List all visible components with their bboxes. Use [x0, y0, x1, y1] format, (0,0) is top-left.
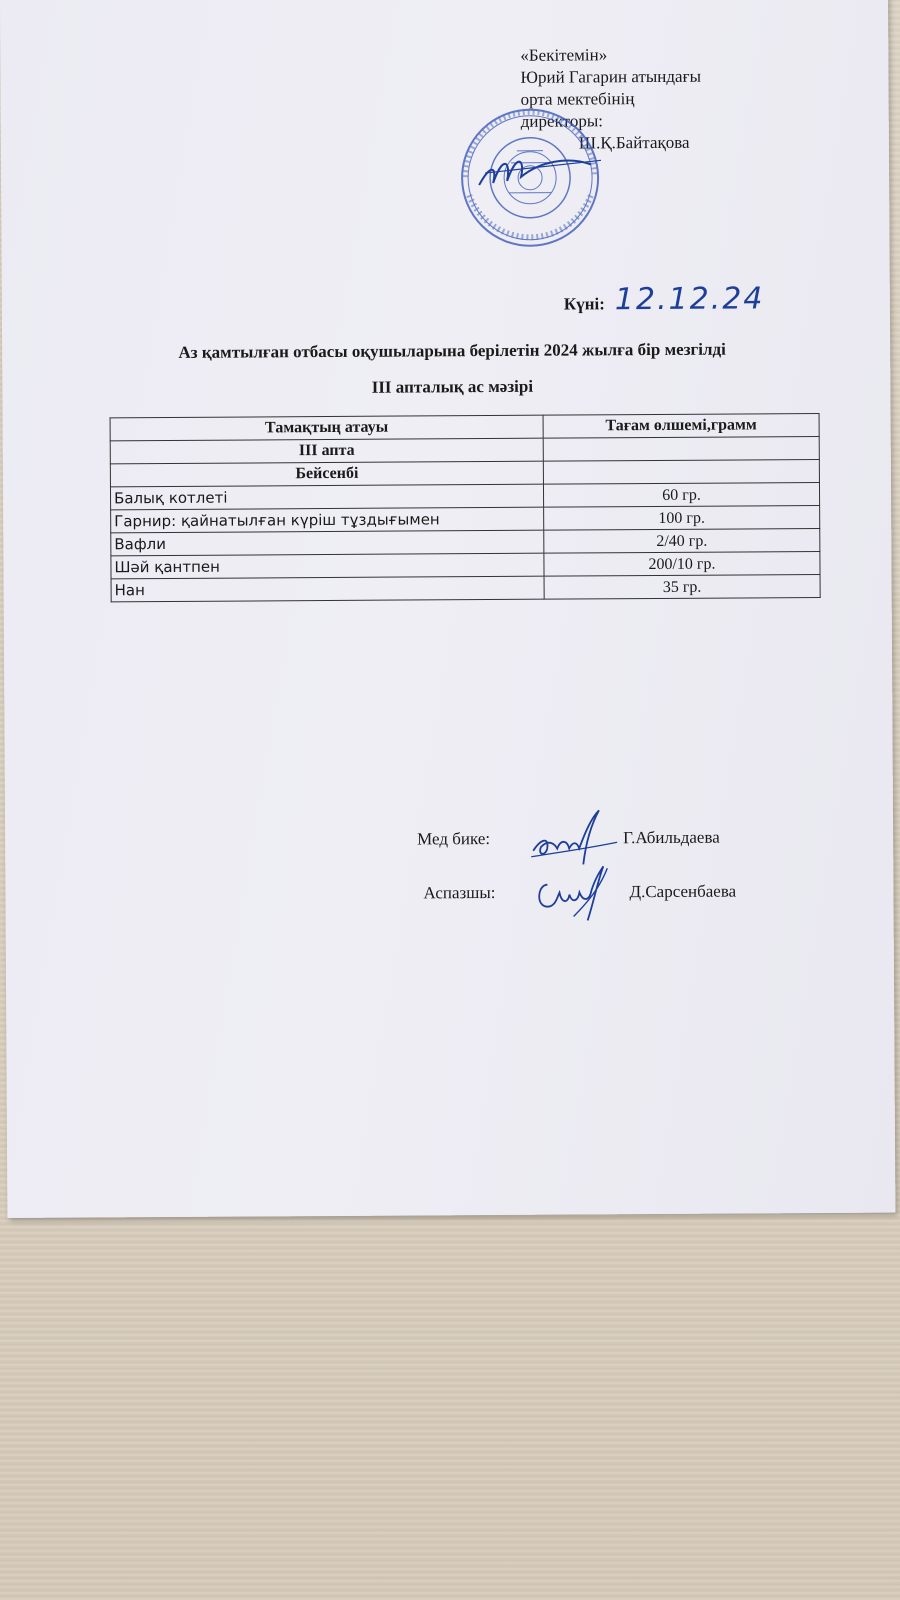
menu-table [110, 413, 821, 602]
approval-position: директоры: [520, 111, 603, 131]
dish-amount: 200/10 гр. [544, 552, 820, 577]
dish-amount: 2/40 гр. [544, 529, 820, 554]
dish-amount: 35 гр. [544, 575, 820, 600]
document-subtitle: ІІІ апталық ас мәзірі [371, 376, 534, 397]
nurse-name: Г.Абильдаева [623, 827, 720, 848]
approval-director-name: Ш.Қ.Байтақова [578, 132, 690, 153]
approval-school-line: Юрий Гагарин атындағы [520, 66, 702, 87]
week-empty-cell [543, 437, 819, 462]
header-dish-name: Тамақтың атауы [110, 415, 543, 441]
date-row [564, 281, 765, 317]
nurse-signature-row [417, 808, 720, 870]
cook-name: Д.Сарсенбаева [629, 881, 737, 902]
nurse-handwritten-signature [527, 808, 623, 869]
header-portion-size: Тағам өлшемі,грамм [543, 414, 819, 439]
date-handwritten-value: 12.12.24 [614, 281, 765, 318]
date-label: Күні: [563, 294, 605, 314]
dish-name: Гарнир: қайнатылған күріш тұздығымен [111, 507, 544, 533]
cook-label: Аспазшы: [423, 882, 496, 903]
dish-name: Вафли [111, 530, 544, 556]
dish-name: Шәй қантпен [111, 553, 544, 579]
dish-amount: 60 гр. [543, 483, 819, 508]
cook-handwritten-signature [533, 862, 629, 923]
cook-signature-row [423, 862, 736, 924]
approval-school-line-2: орта мектебінің [520, 89, 635, 109]
document-title: Аз қамтылған отбасы оқушыларына берілетін 2024 жылға бір мезгілді [178, 339, 726, 362]
round-stamp-seal [451, 102, 610, 249]
approval-heading: «Бекітемін» [520, 45, 608, 65]
day-label: Бейсенбі [110, 461, 543, 487]
table-row [111, 575, 820, 602]
nurse-label: Мед бике: [417, 829, 491, 849]
day-empty-cell [543, 460, 819, 485]
week-label: ІІІ апта [110, 438, 543, 464]
dish-amount: 100 гр. [544, 506, 820, 531]
dish-name: Нан [111, 576, 544, 602]
dish-name: Балық котлеті [110, 484, 543, 510]
